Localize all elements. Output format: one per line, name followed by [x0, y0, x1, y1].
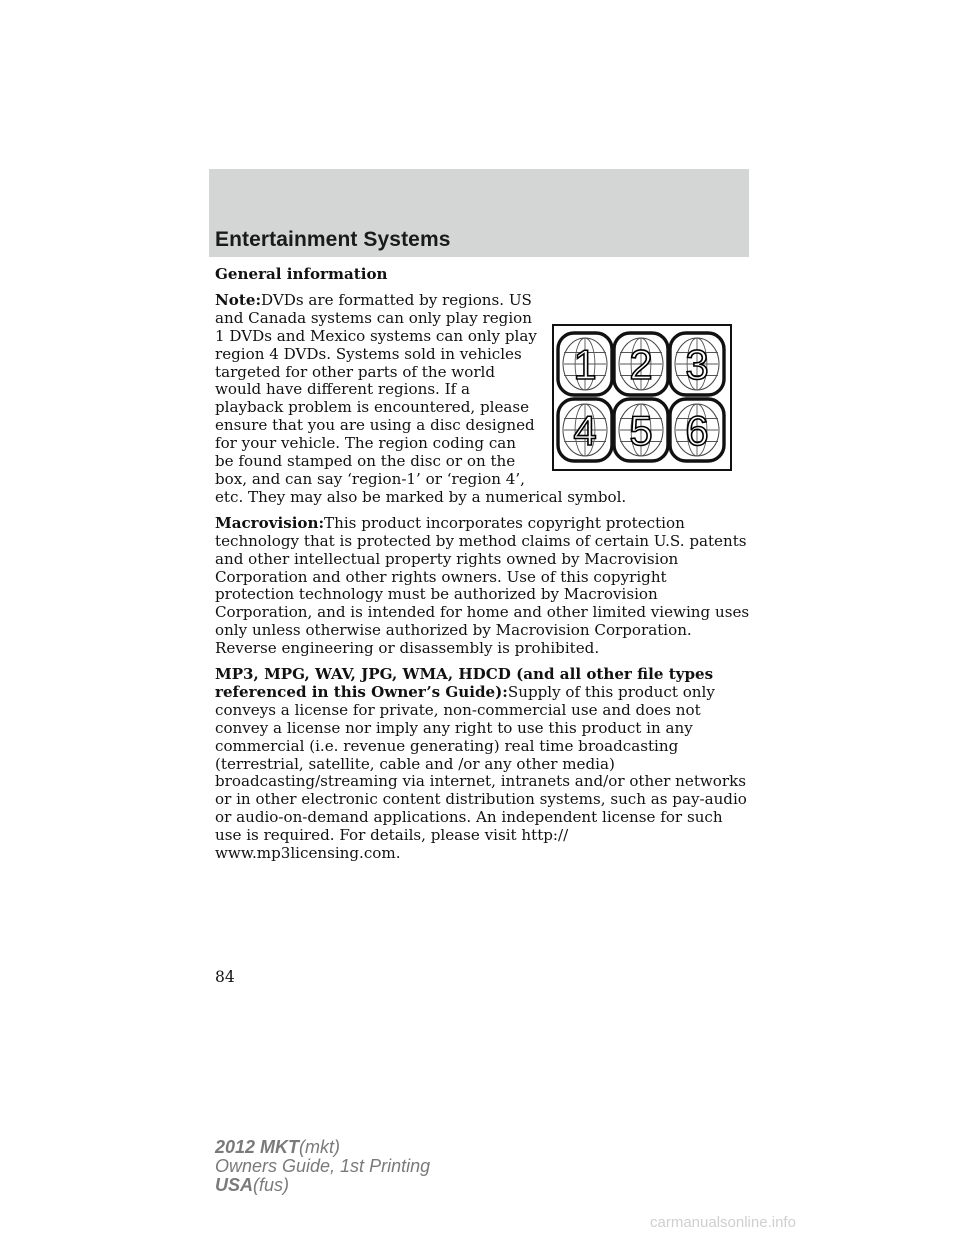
page-content [215, 266, 750, 871]
region-1-label: 1 [573, 340, 597, 388]
footer-model-line [215, 1138, 430, 1157]
file-types-text: Supply of this product only conveys a license for private, non-commercial use and does not convey a license nor imply any right to use this product in any commercial (i.e. revenue generating) real time broadcasting (terrestrial, satellite, cable and /or any other media) broadcasting/streaming via internet, intranets and/or other networks or in other electronic content distribution systems, such as pay-audio or audio-on-demand applications. An independent license for such use is required. For details, please visit http:// www.mp3licensing.com. [215, 682, 747, 863]
footer-market-code: (fus) [253, 1175, 290, 1195]
print-footer [215, 1138, 430, 1195]
region-1-globe [558, 333, 612, 395]
watermark: carmanualsonline.info [650, 1214, 796, 1231]
region-globes-icon [552, 324, 732, 471]
note-text: DVDs are formatted by regions. US and Canada systems can only play region 1 DVDs and Mexico systems can only play region 4 DVDs. Systems sold in vehicles targeted for other parts of the world would have different regions. If a playback problem is encountered, please ensure that you are using a disc designed for your vehicle. The region coding can be found stamped on the disc or on the box, and can say ‘region-1’ or ‘region 4’, etc. They may also be marked by a numerical symbol. [215, 290, 627, 506]
footer-market: USA [215, 1175, 254, 1195]
file-types-paragraph [215, 666, 750, 863]
footer-printing-line: Owners Guide, 1st Printing [215, 1156, 431, 1176]
footer-market-line [215, 1176, 430, 1195]
footer-model-code: (mkt) [299, 1137, 341, 1157]
footer-model: 2012 MKT [215, 1137, 300, 1157]
macrovision-paragraph [215, 515, 750, 658]
macrovision-text: This product incorporates copyright protection technology that is protected by method claims of certain U.S. patents and other intellectual property rights owned by Macrovision Corporation and other rights owners. Use of this copyright protection technology must be authorized by Macrovision Corporation, and is intended for home and other limited viewing uses only unless otherwise authorized by Macrovision Corporation. Reverse engineering or disassembly is prohibited. [215, 513, 750, 658]
region-2-globe [614, 333, 668, 395]
file-types-label: MP3, MPG, WAV, JPG, WMA, HDCD (and all other file types referenced in this Owner’s Guide): [215, 665, 714, 701]
region-6-label: 6 [685, 406, 709, 454]
dvd-region-code-figure [552, 324, 732, 471]
macrovision-label: Macrovision: [215, 513, 325, 532]
general-information-heading: General information [215, 265, 388, 283]
region-3-globe [670, 333, 724, 395]
region-4-label: 4 [573, 406, 597, 454]
region-4-globe [558, 399, 612, 461]
region-5-globe [614, 399, 668, 461]
region-2-label: 2 [629, 340, 653, 388]
section-title: Entertainment Systems [215, 228, 451, 251]
page-number: 84 [215, 968, 235, 986]
note-label: Note: [215, 290, 262, 309]
region-3-label: 3 [685, 340, 709, 388]
region-6-globe [670, 399, 724, 461]
region-5-label: 5 [629, 406, 653, 454]
